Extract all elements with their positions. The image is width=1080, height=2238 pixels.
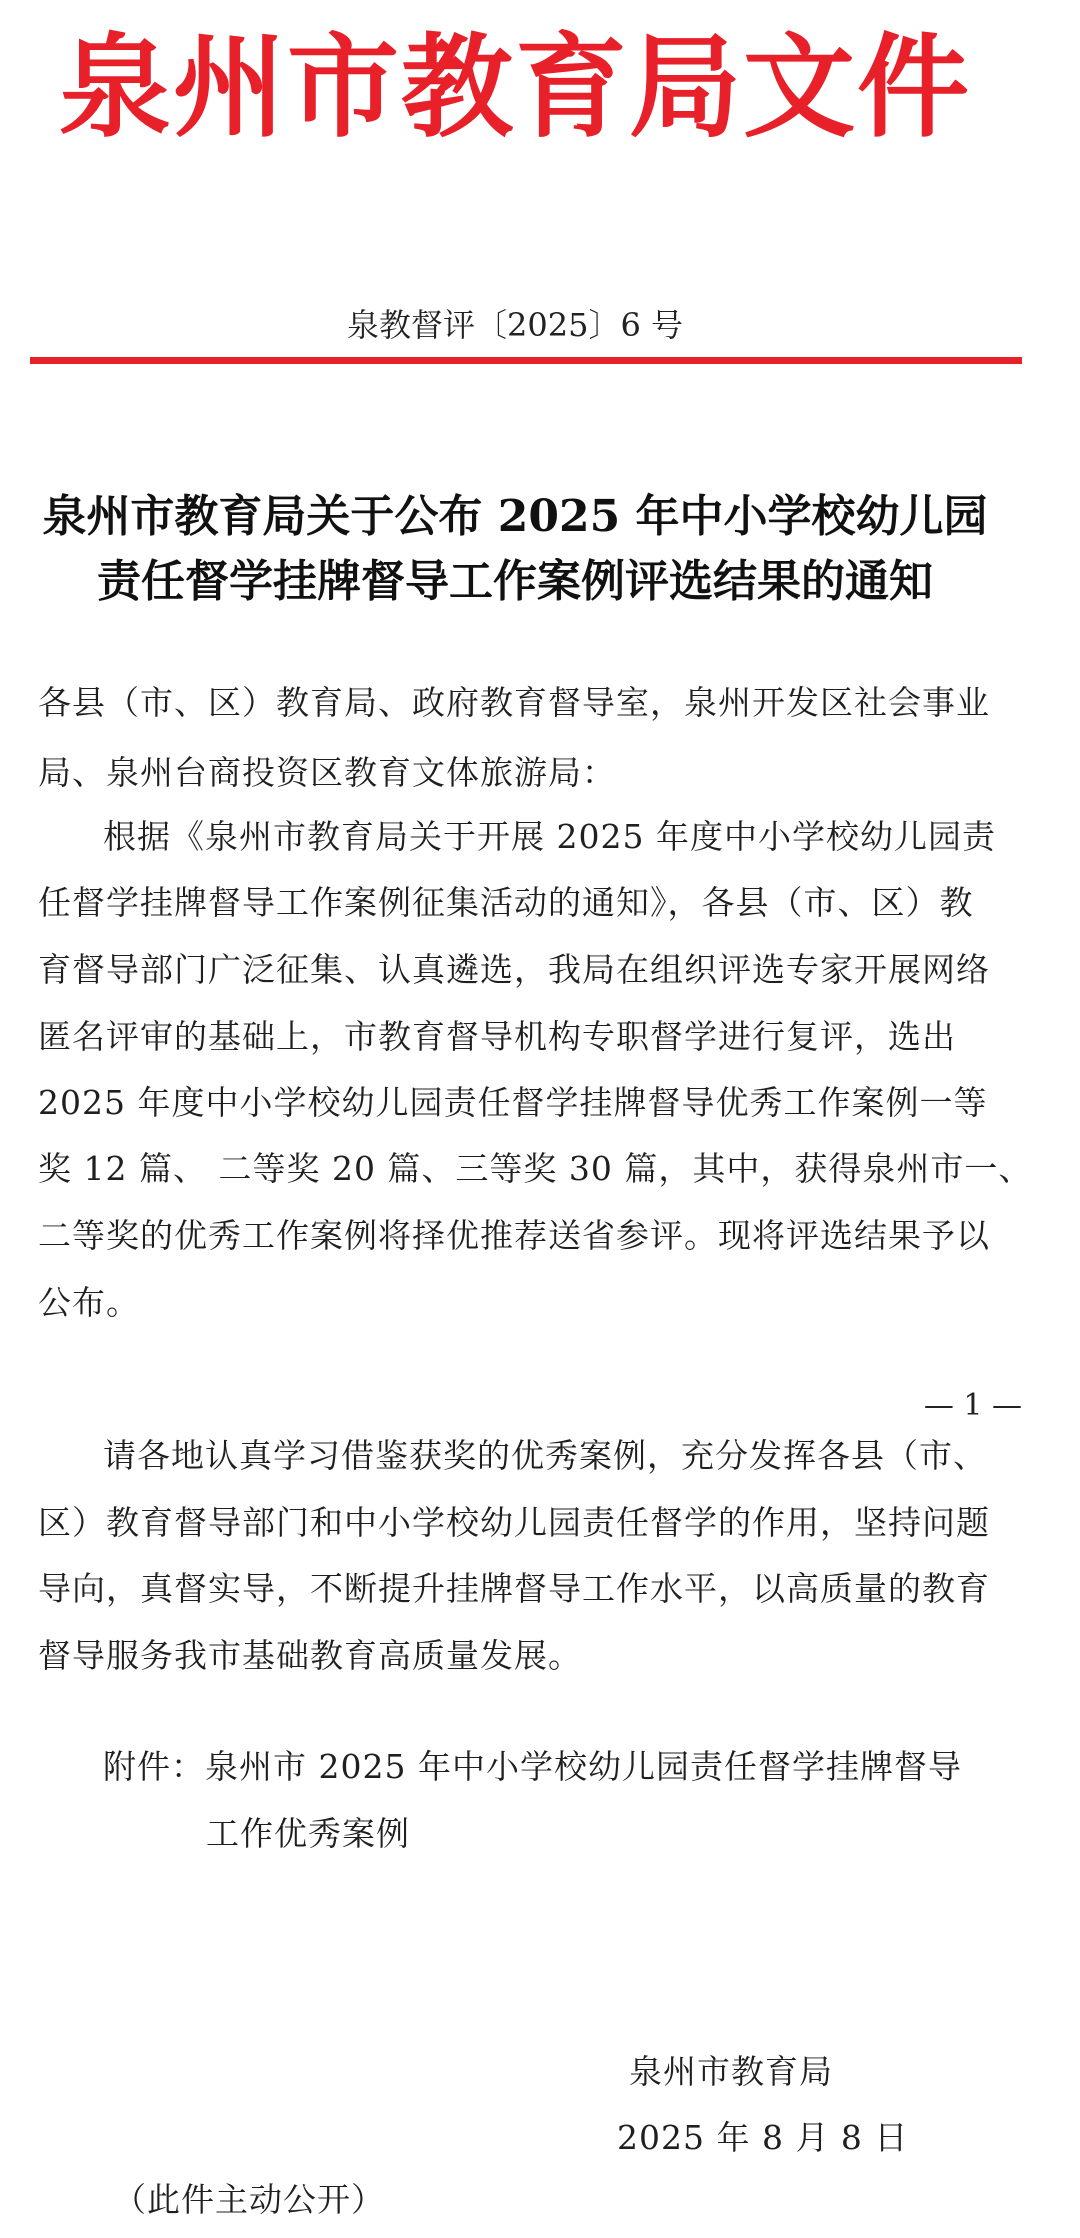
paragraph2-line: 区）教育督导部门和中小学校幼儿园责任督学的作用，坚持问题 <box>38 1503 990 1542</box>
addressee-line-2: 局、泉州台商投资区教育文体旅游局： <box>38 753 616 792</box>
header-red-divider <box>30 357 1022 364</box>
public-disclosure-note: （此件主动公开） <box>113 2180 385 2219</box>
document-number: 泉教督评〔2025〕6 号 <box>347 306 683 344</box>
attachment-line-2: 工作优秀案例 <box>206 1814 410 1853</box>
paragraph1-line: 育督导部门广泛征集、认真遴选，我局在组织评选专家开展网络 <box>38 950 990 989</box>
paragraph1-line: 奖 12 篇、 二等奖 20 篇、三等奖 30 篇，其中，获得泉州市一、 <box>38 1149 1033 1188</box>
paragraph2-line: 导向，真督实导，不断提升挂牌督导工作水平，以高质量的教育 <box>38 1569 990 1608</box>
paragraph1-line: 公布。 <box>38 1283 140 1322</box>
paragraph2-line: 督导服务我市基础教育高质量发展。 <box>38 1636 582 1675</box>
signature-date: 2025 年 8 月 8 日 <box>617 2118 909 2157</box>
paragraph1-line: 根据《泉州市教育局关于开展 2025 年度中小学校幼儿园责 <box>103 817 996 856</box>
attachment-line-1: 附件：泉州市 2025 年中小学校幼儿园责任督学挂牌督导 <box>103 1747 962 1786</box>
notice-title-line-2: 责任督学挂牌督导工作案例评选结果的通知 <box>97 556 933 607</box>
paragraph1-line: 匿名评审的基础上，市教育督导机构专职督学进行复评，选出 <box>38 1017 956 1056</box>
document-header-title: 泉州市教育局文件 <box>59 22 971 153</box>
signature-issuer: 泉州市教育局 <box>629 2052 833 2091</box>
addressee-line-1: 各县（市、区）教育局、政府教育督导室，泉州开发区社会事业 <box>38 683 990 722</box>
paragraph1-line: 2025 年度中小学校幼儿园责任督学挂牌督导优秀工作案例一等 <box>38 1083 988 1122</box>
paragraph2-line: 请各地认真学习借鉴获奖的优秀案例，充分发挥各县（市、 <box>103 1436 987 1475</box>
paragraph1-line: 任督学挂牌督导工作案例征集活动的通知》，各县（市、区）教 <box>38 883 974 922</box>
notice-title-line-1: 泉州市教育局关于公布 2025 年中小学校幼儿园 <box>42 491 988 542</box>
page-number: — 1 — <box>923 1388 1022 1423</box>
paragraph1-line: 二等奖的优秀工作案例将择优推荐送省参评。现将评选结果予以 <box>38 1216 990 1255</box>
